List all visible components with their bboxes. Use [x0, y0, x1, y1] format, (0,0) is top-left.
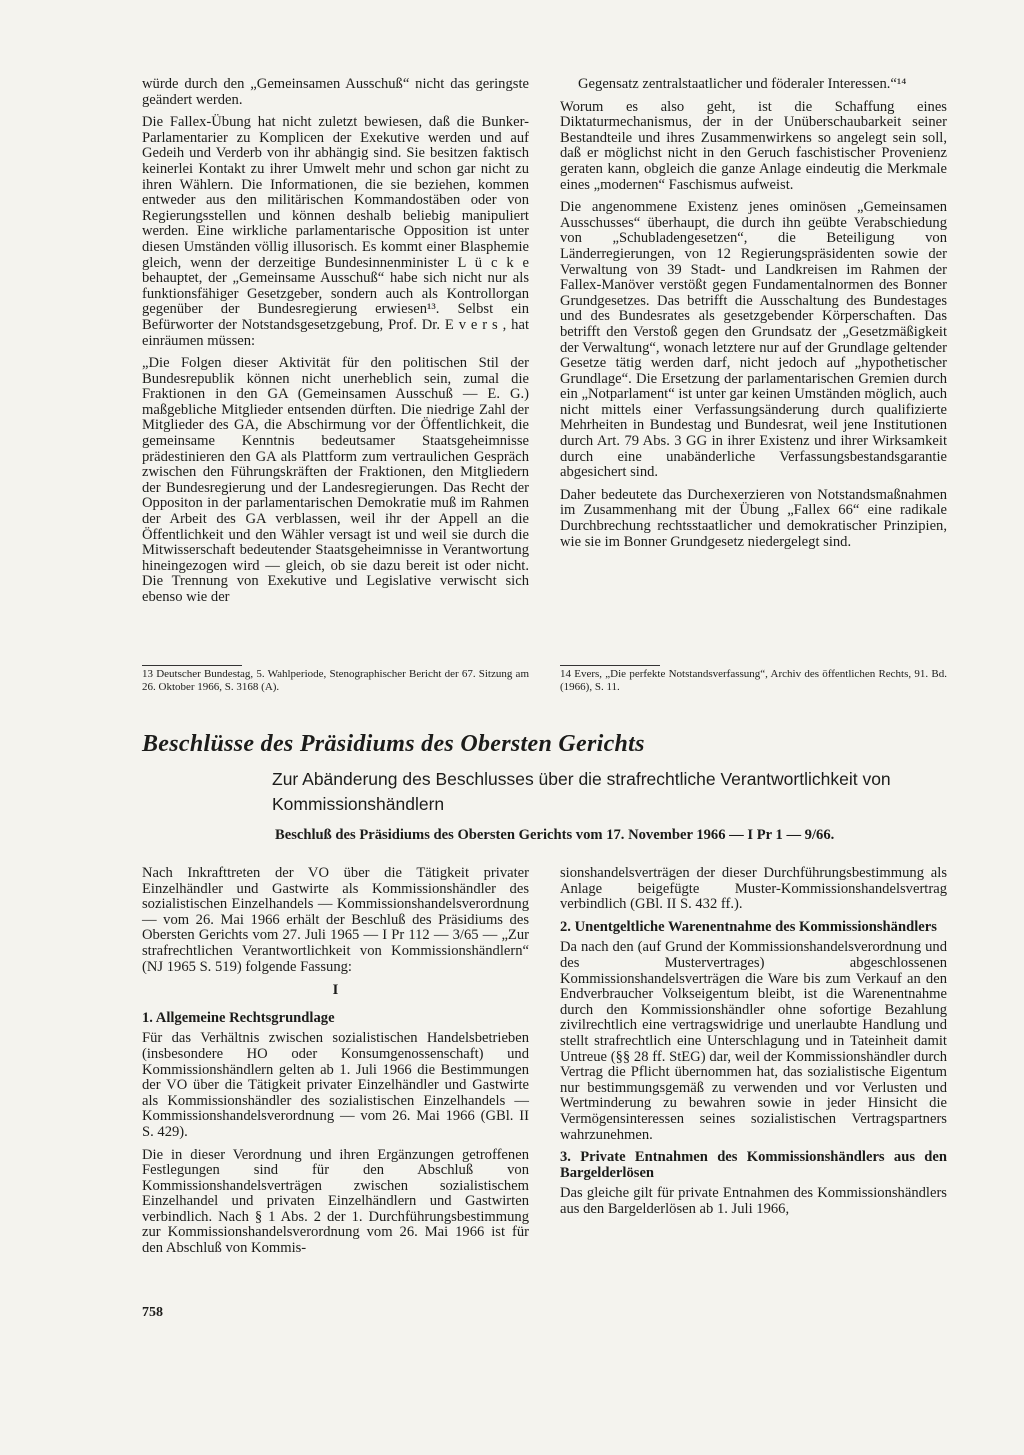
section-title: Beschlüsse des Präsidiums des Obersten Gerichts: [142, 731, 645, 757]
decision-reference: Beschluß des Präsidiums des Obersten Gerichts vom 17. November 1966 — I Pr 1 — 9/66.: [275, 827, 835, 843]
paragraph: Für das Verhältnis zwischen sozialistischen Handelsbetrieben (insbesondere HO oder Konsumgenossenschaft) und Kommissionshändlern gelten ab 1. Juli 1966 die Bestimmungen der VO über die Tätigkeit privater Einzelhändler und Gastwirte als Kommissionshändler des sozialistischen Einzelhandels — Kommissionshandelsverordnung — vom 26. Mai 1966 (GBl. II S. 429).: [142, 1030, 529, 1140]
footnote-rule: [142, 665, 242, 666]
bottom-right-column: [560, 866, 947, 1224]
subheading-1: 1. Allgemeine Rechtsgrundlage: [142, 1009, 335, 1026]
paragraph: Nach Inkrafttreten der VO über die Tätigkeit privater Einzelhändler und Gastwirte als Kommissionshändler des sozialistischen Einzelhandels — Kommissionshandelsverordnung — vom 26. Mai 1966 erhält der Beschluß des Präsidiums des Obersten Gerichts vom 27. Juli 1965 — I Pr 112 — 3/65 — „Zur strafrechtlichen Verantwortlichkeit von Kommissionshändlern“ (NJ 1965 S. 519) folgende Fassung:: [142, 865, 529, 975]
top-left-column: [142, 77, 529, 613]
paragraph: sionshandelsverträgen der dieser Durchführungsbestimmung als Anlage beigefügte Muster-Kommissionshandelsvertrag verbindlich (GBl. II S. 432 ff.).: [560, 865, 947, 913]
subheading-2: 2. Unentgeltliche Warenentnahme des Kommissionshändlers: [560, 918, 937, 935]
paragraph: Das gleiche gilt für private Entnahmen des Kommissionshändlers aus den Bargelderlösen ab 1. Juli 1966,: [560, 1185, 947, 1217]
paragraph: würde durch den „Gemeinsamen Ausschuß“ nicht das geringste geändert werden.: [142, 76, 529, 108]
subheading-3: 3. Private Entnahmen des Kommissionshändlers aus den Bargelderlösen: [560, 1149, 947, 1181]
paragraph: Die angenommene Existenz jenes ominösen „Gemeinsamen Ausschusses“ überhaupt, die durch ihn geübte Verabschiedung von „Schubladengesetzen“, die Beteiligung von Länderregierungen, von 12 Regierungspräsidenten sowie der Verwaltung von 39 Stadt- und Landkreisen im Rahmen der Fallex-Manöver verstößt gegen Fundamentalnormen des Bonner Grundgesetzes. Das betrifft die Ausschaltung des Bundestages und des Bundesrates als gesetzgebender Körperschaften. Das betrifft den Verstoß gegen den Grundsatz der „Gesetzmäßigkeit der Verwaltung“, wonach letztere nur auf der Grundlage geltender Gesetze tätig werden darf, nicht jedoch auf „hypothetischer Grundlage“. Die Ersetzung der parlamentarischen Gremien durch ein „Notparlament“ ist unter gar keinen Umständen möglich, auch nicht mittels einer Verfassungsänderung durch qualifizierte Mehrheiten in Bundestag und Bundesrat, weil jene Institutionen durch Art. 79 Abs. 3 GG in ihrer Existenz und ihrer Wirksamkeit durch eine unabänderliche Verfassungsbestandsgarantie abgesichert sind.: [560, 199, 948, 481]
paragraph: Worum es also geht, ist die Schaffung eines Diktaturmechanismus, der in der Unüberschaubarkeit seiner Bestandteile und ihres Zusammenwirkens so angelegt sein soll, daß er möglichst nicht in den Geruch faschistischer Provenienz geraten kann, obgleich die ganze Anlage eindeutig die Merkmale eines „modernen“ Faschismus aufweist.: [560, 98, 947, 193]
paragraph: Da nach den (auf Grund der Kommissionshandelsverordnung und des Mustervertrages) abgeschlossenen Kommissionshandelsverträgen die Ware bis zum Verkauf an den Endverbraucher Volkseigentum bleibt, ist die Warenentnahme durch den Kommissionshändler ohne sofortige Bezahlung zivilrechtlich eine vertragswidrige und unerlaubte Handlung und stellt strafrechtlich eine Unterschlagung und in Tateinheit damit Untreue (§§ 28 ff. StEG) dar, weil der Kommissionshändler durch Vertrag die Pflicht übernommen hat, das sozialistische Eigentum nur bestimmungsgemäß zu verwenden und vor Verlusten und Wertminderung zu bewahren sowie in jeder Hinsicht die Vermögensinteressen seines sozialistischen Vertragspartners wahrzunehmen.: [560, 939, 947, 1143]
page-number: 758: [142, 1305, 163, 1320]
block-quote: „Die Folgen dieser Aktivität für den politischen Stil der Bundesrepublik können nicht unerheblich sein, zumal die Fraktionen in den GA (Gemeinsamen Ausschuß — E. G.) maßgebliche Mitglieder entsenden dürften. Die niedrige Zahl der Mitglieder des GA, die Abschirmung vor der Öffentlichkeit, die gemeinsame Kenntnis bedeutsamer Staatsgeheimnisse prädestinieren den GA als Plattform zum vertraulichen Gespräch zwischen den Führungskräften der Fraktionen, den Mitgliedern der Bundesregierung und der Landesregierungen. Das Recht der Oppositon in der parlamentarischen Demokratie muß im Rahmen der Arbeit des GA verblassen, weil ihr der Appell an die Öffentlichkeit und den Wähler versagt ist und weil sie durch die Mitwisserschaft bedeutender Staatsgeheimnisse in Verantwortung hineingezogen wird — gleich, ob sie dazu bereit ist oder nicht. Die Trennung von Exekutive und Legislative verwischt sich ebenso wie der: [142, 355, 529, 605]
section-subtitle: Zur Abänderung des Beschlusses über die strafrechtliche Verantwortlichkeit von Kommissionshändlern: [272, 769, 891, 814]
paragraph: Die Fallex-Übung hat nicht zuletzt bewiesen, daß die Bunker-Parlamentarier zu Komplicen der Exekutive werden und auf Gedeih und Verderb von ihr abhängig sind. Sie besitzen faktisch keinerlei Kontakt zu ihrer Umwelt mehr und schon gar nicht zu ihren Wählern. Die Informationen, die sie beziehen, kommen entweder aus den militärischen Kommandostäben oder von Regierungsstellen und können deshalb beliebig manipuliert werden. Eine wirkliche parlamentarische Opposition ist unter diesen Umständen völlig illusorisch. Es kommt einer Blasphemie gleich, wenn der derzeitige Bundesinnenminister L ü c k e behauptet, der „Gemeinsame Ausschuß“ habe sich nicht nur als funktionsfähiger Gesetzgeber, sondern auch als Kontrollorgan gegenüber der Bundesregierung erwiesen¹³. Selbst ein Befürworter der Notstandsgesetzgebung, Prof. Dr. E v e r s , hat einräumen müssen:: [142, 114, 529, 349]
footnote-14: 14 Evers, „Die perfekte Notstandsverfassung“, Archiv des öffentlichen Rechts, 91. Bd. (1966), S. 11.: [560, 668, 947, 693]
footnote-13: 13 Deutscher Bundestag, 5. Wahlperiode, Stenographischer Bericht der 67. Sitzung am 26. Oktober 1966, S. 3168 (A).: [142, 668, 529, 693]
roman-numeral-heading: I: [332, 982, 339, 999]
quote-end: Gegensatz zentralstaatlicher und föderaler Interessen.“¹⁴: [578, 76, 907, 92]
top-right-column: [560, 77, 947, 557]
paragraph: Die in dieser Verordnung und ihren Ergänzungen getroffenen Festlegungen sind für den Abschluß von Kommissionshandelsverträgen zwischen sozialistischem Einzelhandel und privaten Einzelhändlern und Gastwirten verbindlich. Nach § 1 Abs. 2 der 1. Durchführungsbestimmung zur Kommissionshandelsverordnung vom 26. Mai 1966 ist für den Abschluß von Kommis-: [142, 1146, 529, 1257]
paragraph: Daher bedeutete das Durchexerzieren von Notstandsmaßnahmen im Zusammenhang mit der Übung „Fallex 66“ eine radikale Durchbrechung rechtsstaatlicher und demokratischer Prinzipien, wie sie im Bonner Grundgesetz niedergelegt sind.: [560, 486, 947, 550]
footnote-rule: [560, 665, 660, 666]
bottom-left-column: [142, 866, 529, 1264]
